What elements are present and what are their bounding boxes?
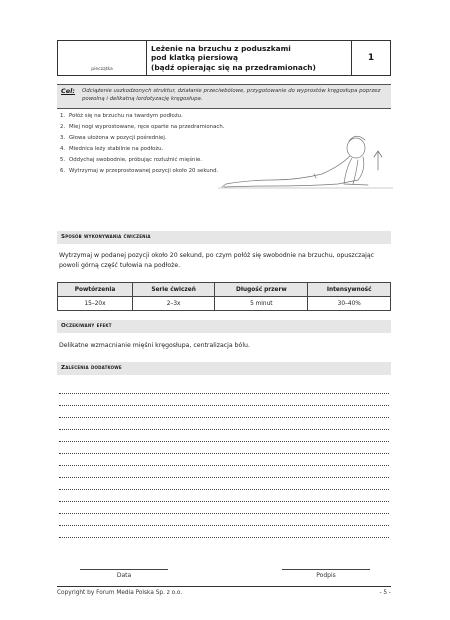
writing-line[interactable]	[59, 489, 389, 490]
title-line: pod klatką piersiową	[151, 53, 238, 63]
goal-text: Odciążenie uszkodzonych struktur, działanie przeciwbólowe, przygotowanie do wyprostów kręgosłupa poprzez powolną i delikatną lordotyzację kręgosłupa.	[82, 88, 381, 102]
section-recommendations-bar	[57, 362, 391, 375]
writing-line[interactable]	[59, 405, 389, 406]
effect-text: Delikatne wzmacnianie mięśni kręgosłupa, centralizacja bólu.	[59, 342, 250, 349]
writing-line[interactable]	[59, 417, 389, 418]
table-header-row	[58, 283, 391, 297]
section-heading: Zalecenia dodatkowe	[61, 365, 122, 371]
writing-line[interactable]	[59, 513, 389, 514]
column-header: Długość przerw	[215, 283, 308, 297]
section-heading: Oczekiwany efekt	[61, 323, 112, 329]
step-item: 2. Miej nogi wyprostowane, ręce oparte na przedramionach.	[60, 124, 225, 130]
table-cell: 2–3x	[132, 297, 214, 311]
exercise-title	[151, 44, 351, 72]
stamp-cell	[58, 41, 147, 75]
steps-list	[60, 112, 230, 178]
step-item: 3. Głowa ułożona w pozycji pośredniej.	[60, 135, 167, 141]
section-heading: Sposób wykonywania ćwiczenia	[61, 234, 151, 240]
footer-divider	[57, 586, 391, 587]
writing-line[interactable]	[59, 393, 389, 394]
date-label: Data	[116, 572, 132, 579]
goal-box	[57, 84, 391, 109]
writing-line[interactable]	[59, 429, 389, 430]
writing-line[interactable]	[59, 441, 389, 442]
step-item: 6. Wytrzymaj w przeprostowanej pozycji około 20 sekund.	[60, 168, 219, 174]
writing-line[interactable]	[59, 537, 389, 538]
step-item: 4. Miednica leży stabilnie na podłożu.	[60, 146, 164, 152]
section-method-bar	[57, 231, 391, 244]
writing-line[interactable]	[59, 453, 389, 454]
writing-line[interactable]	[59, 525, 389, 526]
copyright-text: Copyright by Forum Media Polska Sp. z o.o.	[57, 590, 183, 596]
column-header: Serie ćwiczeń	[132, 283, 214, 297]
title-line: (bądź opierając się na przedramionach)	[151, 62, 316, 72]
method-text: Wytrzymaj w podanej pozycji około 20 sekund, po czym połóż się swobodnie na brzuchu, opuszczając powoli górną część tułowia na podłoże.	[59, 252, 375, 269]
column-header: Intensywność	[308, 283, 391, 297]
exercise-number: 1	[351, 41, 390, 75]
exercise-illustration	[218, 118, 393, 198]
goal-label: Cel:	[61, 87, 76, 95]
date-line[interactable]	[80, 569, 168, 570]
step-item: 1. Połóż się na brzuchu na twardym podłożu.	[60, 113, 183, 119]
section-effect-bar	[57, 320, 391, 333]
writing-line[interactable]	[59, 465, 389, 466]
title-line: Leżenie na brzuchu z poduszkami	[151, 44, 291, 53]
step-item: 5. Oddychaj swobodnie, próbując rozluźnić mięśnie.	[60, 157, 202, 163]
table-cell: 5 minut	[215, 297, 308, 311]
page-number: - 5 -	[379, 590, 391, 596]
signature-line[interactable]	[282, 569, 370, 570]
table-cell: 30–40%	[308, 297, 391, 311]
parameters-table	[57, 282, 391, 311]
writing-line[interactable]	[59, 477, 389, 478]
table-cell: 15–20x	[58, 297, 133, 311]
table-row	[58, 297, 391, 311]
signature-label: Podpis	[316, 572, 336, 579]
header-table	[57, 40, 391, 76]
stamp-label: pieczątka	[91, 67, 113, 72]
column-header: Powtórzenia	[58, 283, 133, 297]
writing-line[interactable]	[59, 501, 389, 502]
